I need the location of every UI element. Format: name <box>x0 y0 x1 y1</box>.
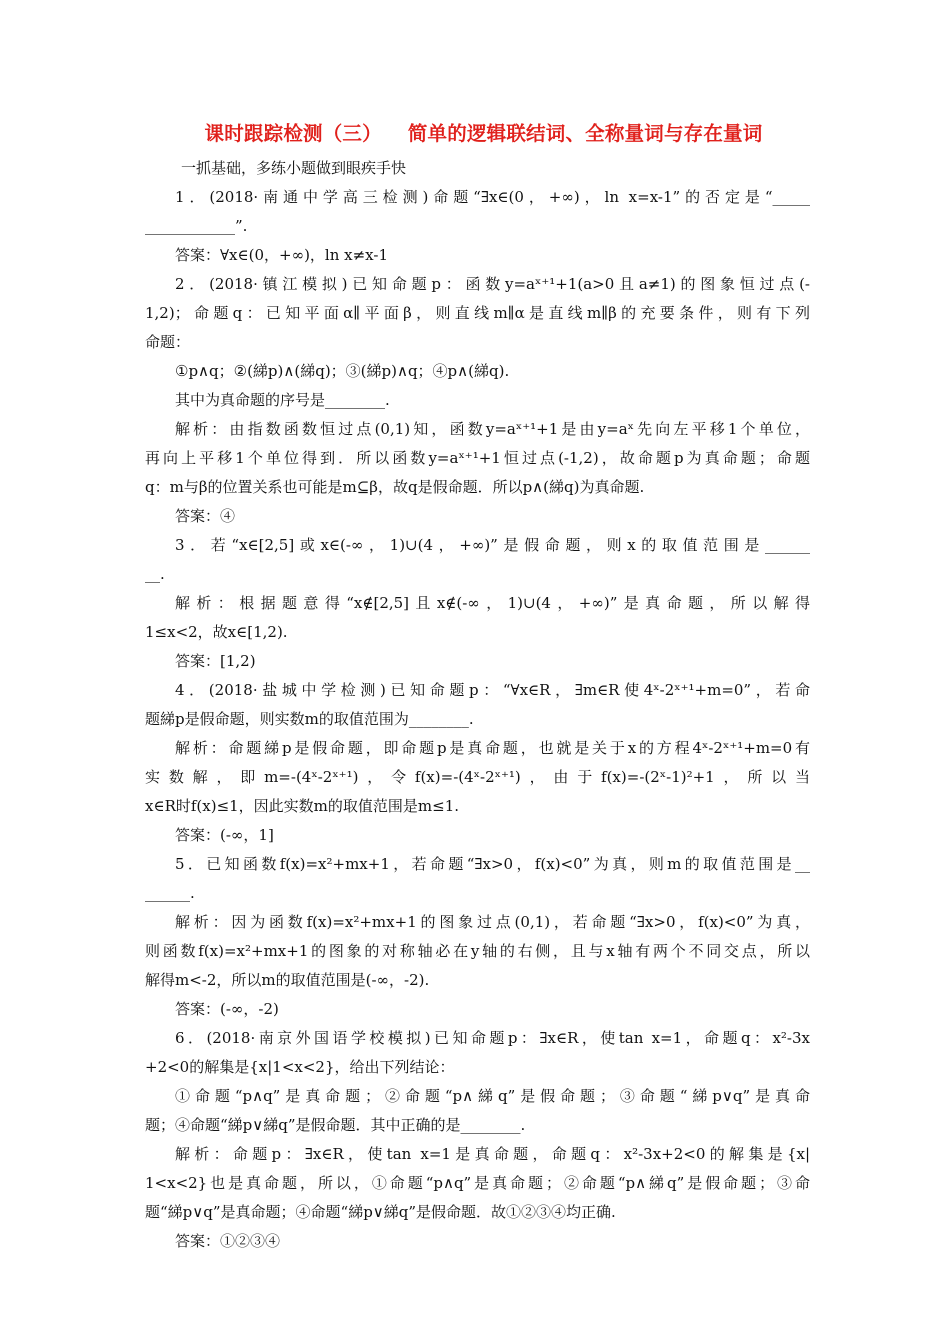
text-line: q：m与β的位置关系也可能是m⊆β，故q是假命题．所以p∧(綈q)为真命题. <box>145 478 645 496</box>
text-line: 2．(2018·镇江模拟)已知命题p：函数y=aˣ⁺¹+1(a>0且a≠1)的图象恒过点(- <box>175 275 810 293</box>
text-line: 则函数f(x)=x²+mx+1的图象的对称轴必在y轴的右侧，且与x轴有两个不同交点，所以 <box>145 942 810 960</box>
text-line: 1．(2018·南通中学高三检测)命题“∃x∈(0，+∞)，ln x=x-1”的否定是“_____ <box>175 188 810 206</box>
text-line: 题；④命题“綈p∨綈q”是假命题．其中正确的是________. <box>145 1116 526 1134</box>
text-line: ①p∧q；②(綈p)∧(綈q)；③(綈p)∧q；④p∧(綈q). <box>175 362 510 380</box>
text-line: 其中为真命题的序号是________. <box>175 391 390 409</box>
text-line: 解析：命题綈p是假命题，即命题p是真命题，也就是关于x的方程4ˣ-2ˣ⁺¹+m=0有 <box>175 739 810 757</box>
text-line: 5．已知函数f(x)=x²+mx+1，若命题“∃x>0，f(x)<0”为真，则m的取值范围是__ <box>175 855 810 873</box>
page-title <box>157 118 810 150</box>
text-line: 1,2)；命题q：已知平面α∥平面β，则直线m∥α是直线m∥β的充要条件，则有下列 <box>145 304 810 322</box>
text-line: ①命题“p∧q”是真命题；②命题“p∧綈q”是假命题；③命题“綈p∨q”是真命 <box>175 1087 810 1105</box>
text-line: 答案：(-∞，-2) <box>175 1000 279 1018</box>
text-line: 再向上平移1个单位得到．所以函数y=aˣ⁺¹+1恒过点(-1,2)，故命题p为真命题；命题 <box>145 449 810 467</box>
text-line: 题綈p是假命题，则实数m的取值范围为________. <box>145 710 474 728</box>
text-line: 6．(2018·南京外国语学校模拟)已知命题p：∃x∈R，使tan x=1，命题q：x²-3x <box>175 1029 810 1047</box>
document-body <box>145 154 810 1256</box>
text-line: 一抓基础，多练小题做到眼疾手快 <box>181 159 407 177</box>
text-line: +2<0的解集是{x|1<x<2}，给出下列结论： <box>145 1058 455 1076</box>
text-line: 题“綈p∨q”是真命题；④命题“綈p∨綈q”是假命题．故①②③④均正确. <box>145 1203 616 1221</box>
title-part-1: 课时跟踪检测（三） <box>204 122 382 145</box>
document-page <box>145 118 810 1256</box>
text-line: 解析：命题p：∃x∈R，使tan x=1是真命题，命题q：x²-3x+2<0的解集是{x| <box>175 1145 810 1163</box>
text-line: 答案：④ <box>175 507 236 525</box>
text-line: ____________”. <box>145 217 248 235</box>
title-part-2: 简单的逻辑联结词、全称量词与存在量词 <box>407 122 763 145</box>
text-line: 解析：因为函数f(x)=x²+mx+1的图象过点(0,1)，若命题“∃x>0，f(x)<0”为真， <box>175 913 810 931</box>
text-line: 答案：∀x∈(0，+∞)，ln x≠x-1 <box>175 246 388 264</box>
text-line: 答案：①②③④ <box>175 1232 281 1250</box>
text-line: 实数解，即m=-(4ˣ-2ˣ⁺¹)，令f(x)=-(4ˣ-2ˣ⁺¹)，由于f(x)=-(2ˣ-1)²+1，所以当 <box>145 768 810 786</box>
text-line: ______. <box>145 884 195 902</box>
text-line: 4．(2018·盐城中学检测)已知命题p：“∀x∈R，∃m∈R使4ˣ-2ˣ⁺¹+m=0”，若命 <box>175 681 810 699</box>
text-line: 1≤x<2，故x∈[1,2). <box>145 623 288 641</box>
text-line: __. <box>145 565 165 583</box>
text-line: 1<x<2}也是真命题，所以，①命题“p∧q”是真命题；②命题“p∧綈q”是假命题；③命 <box>145 1174 810 1192</box>
text-line: 解析：由指数函数恒过点(0,1)知，函数y=aˣ⁺¹+1是由y=aˣ先向左平移1个单位， <box>175 420 810 438</box>
text-line: 解得m<-2，所以m的取值范围是(-∞，-2). <box>145 971 430 989</box>
text-line: 答案：[1,2) <box>175 652 256 670</box>
text-line: x∈R时f(x)≤1，因此实数m的取值范围是m≤1. <box>145 797 460 815</box>
text-line: 答案：(-∞，1] <box>175 826 274 844</box>
text-line: 3．若“x∈[2,5]或x∈(-∞，1)∪(4，+∞)”是假命题，则x的取值范围是______ <box>175 536 810 554</box>
text-line: 命题： <box>145 333 191 351</box>
text-line: 解析：根据题意得“x∉[2,5]且x∉(-∞，1)∪(4，+∞)”是真命题，所以解得 <box>175 594 810 612</box>
